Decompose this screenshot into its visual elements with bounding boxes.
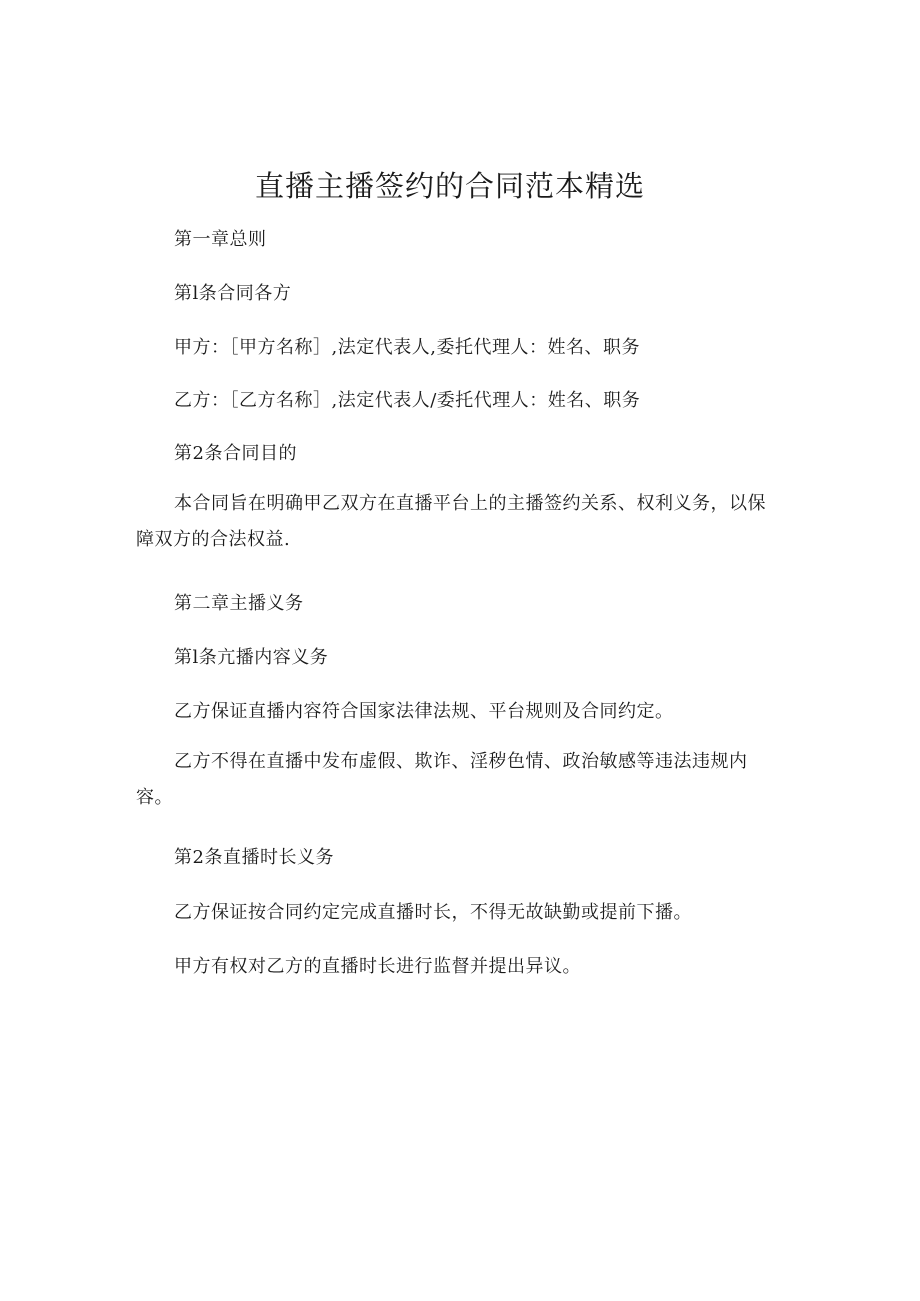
chapter-2-heading: 第二章主播义务 xyxy=(174,593,304,614)
duration-duty-paragraph-2: 甲方有权对乙方的直播时长进行监督并提出异议。 xyxy=(174,956,581,977)
duration-duty-paragraph-1: 乙方保证按合同约定完成直播时长，不得无故缺勤或提前下播。 xyxy=(174,902,692,923)
party-b-line: 乙方：［乙方名称］,法定代表人/委托代理人：姓名、职务 xyxy=(174,390,641,411)
purpose-paragraph: 本合同旨在明确甲乙双方在直播平台上的主播签约关系、权利义务，以保障双方的合法权益. xyxy=(136,493,766,550)
article-2-heading: 第2条合同目的 xyxy=(174,443,297,464)
chapter-2-article-1-heading: 第l条亢播内容义务 xyxy=(174,647,329,668)
document-title: 直播主播签约的合同范本精选 xyxy=(254,169,645,203)
chapter-2-article-2-heading: 第2条直播时长义务 xyxy=(174,847,334,868)
chapter-1-heading: 第一章总则 xyxy=(174,229,267,250)
article-1-heading: 第l条合同各方 xyxy=(174,283,292,304)
content-duty-paragraph-2: 乙方不得在直播中发布虚假、欺诈、淫秽色情、政治敏感等违法违规内容。 xyxy=(136,751,748,808)
content-duty-paragraph-1: 乙方保证直播内容符合国家法律法规、平台规则及合同约定。 xyxy=(174,701,674,722)
party-a-line: 甲方：［甲方名称］,法定代表人,委托代理人：姓名、职务 xyxy=(174,337,640,358)
